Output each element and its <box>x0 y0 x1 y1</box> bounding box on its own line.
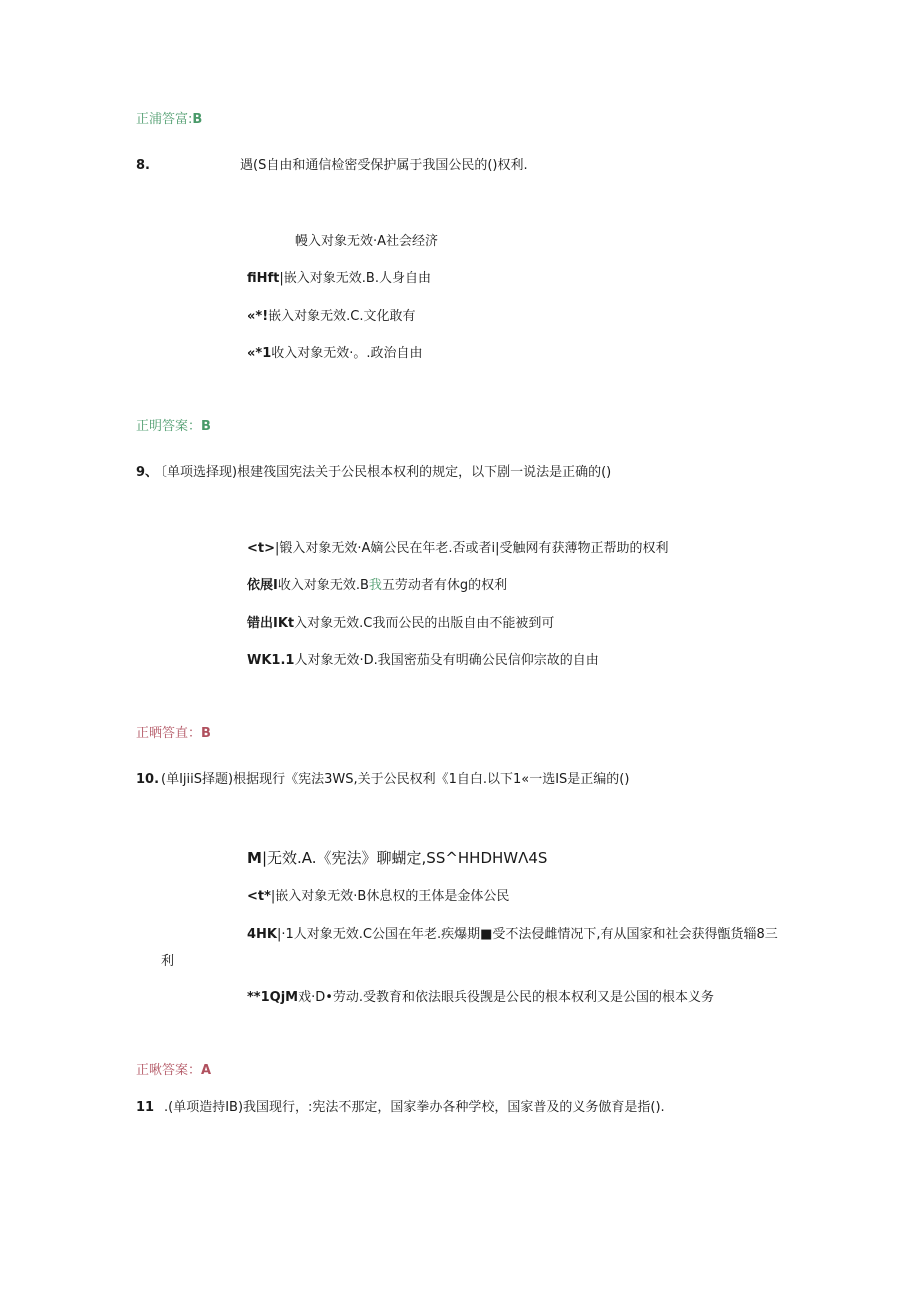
question-8-option-c[interactable]: «*!嵌入对象无效.C.文化敢有 <box>247 309 416 324</box>
question-10-number: 10. <box>136 772 160 787</box>
question-9-text: 〔单项选择现)根建筏国宪法关于公民根本权利的规定，以下剧一说法是正确的() <box>154 465 612 480</box>
question-8-text: 遇(S自由和通信检密受保护属于我国公民的()权利. <box>240 158 528 173</box>
question-8-option-d[interactable]: «*1收入对象无效·。.政治自由 <box>247 346 423 361</box>
previous-correct-answer: 正浦答富:B <box>136 112 203 127</box>
question-8-option-b[interactable]: fiHft|嵌入对象无效.B.人身自由 <box>247 271 431 286</box>
question-8-correct-answer: 正明答案：B <box>136 419 211 434</box>
question-9-option-c[interactable]: 错出IKt入对象无效.C我而公民的出版自由不能被到可 <box>247 616 555 631</box>
question-10-option-c-wrap: 利 <box>161 954 175 969</box>
question-10-option-b[interactable]: <t*|嵌入对象无效·B休息权的王体是金体公民 <box>247 889 510 904</box>
question-9-option-d[interactable]: WK1.1人对象无效·D.我国密茄殳有明确公民信仰宗故的自由 <box>247 653 599 668</box>
question-11-number: 11 <box>136 1100 155 1115</box>
question-9-number: 9、 <box>136 465 159 480</box>
question-8-number: 8. <box>136 158 150 173</box>
question-8-option-a[interactable]: 幔入对象无效·A社会经济 <box>295 234 439 249</box>
question-11-text: .(单项造持IB)我国现行，:宪法不那定，国家拳办各种学校，国家普及的义务倣育是指(). <box>164 1100 665 1115</box>
question-9-option-a[interactable]: <t>|锻入对象无效·A嫡公民在年老.否或者i|受触网有获薄物正帮助的权利 <box>247 541 669 556</box>
question-10-option-c[interactable]: 4HK|·1人对象无效.C公国在年老.疾爆期■受不法侵雌情况下,有从国家和社会获得甑货辎8三 <box>247 927 778 942</box>
question-9-option-b[interactable]: 依展I收入对象无效.B我五劳动者有休g的权利 <box>247 578 508 593</box>
question-10-option-d[interactable]: **1QjM戏·D•劳动.受教育和依法眼兵役觊是公民的根本权利又是公国的根本义务 <box>247 990 715 1005</box>
question-10-text: (单IjiiS择题)根据现行《宪法3WS,关于公民权利《1自白.以下1«一选IS是正编的() <box>161 772 630 787</box>
question-9-correct-answer: 正晒答直：B <box>136 726 211 741</box>
question-10-correct-answer: 正啾答案：A <box>136 1063 212 1078</box>
question-10-option-a[interactable]: M|无效.A.《宪法》聊蝴定,SS^HHDHWΛ4S <box>247 849 548 867</box>
